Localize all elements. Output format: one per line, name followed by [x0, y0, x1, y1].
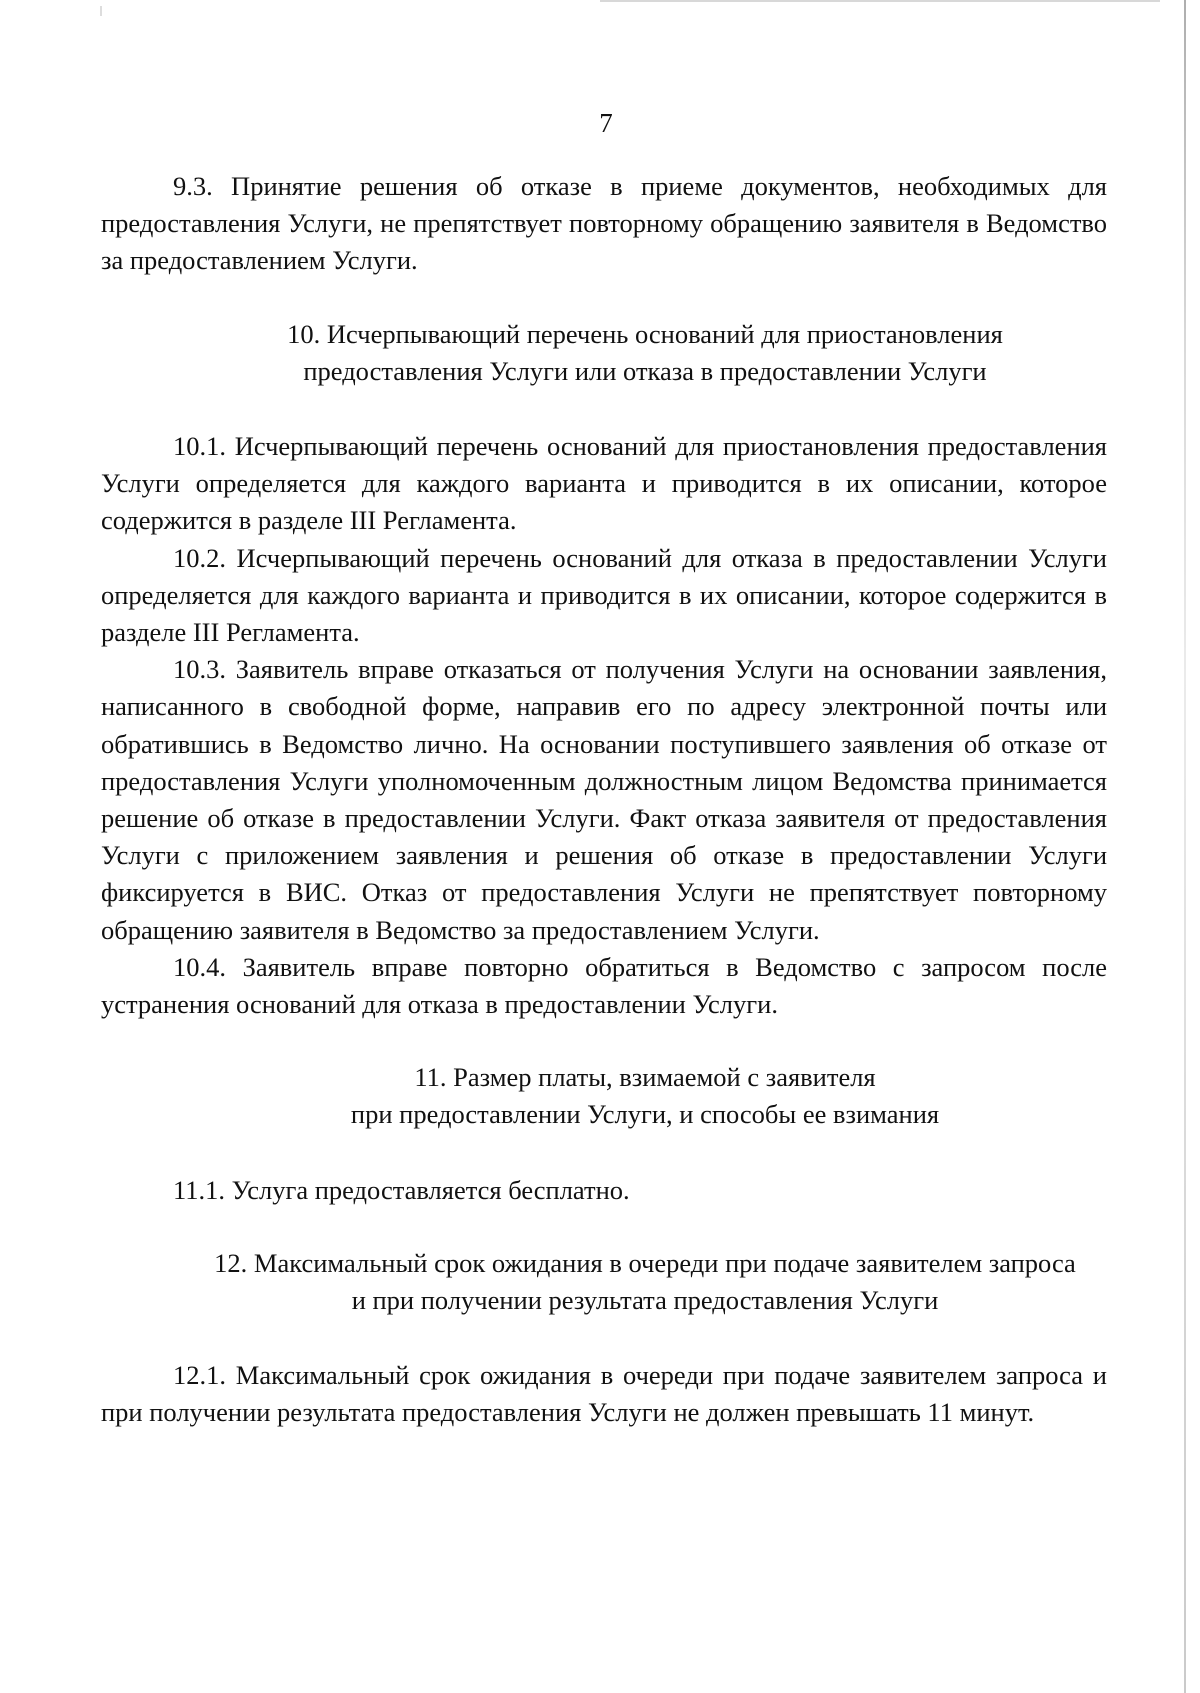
- paragraph-10-1: 10.1. Исчерпывающий перечень оснований для приостановления предоставления Услуги определяется для каждого варианта и приводится в их описании, которое содержится в разделе III Регламента.: [101, 431, 1107, 536]
- section-heading-11-line-1: 11. Размер платы, взимаемой с заявителя: [414, 1062, 876, 1093]
- section-heading-10-line-1: 10. Исчерпывающий перечень оснований для приостановления: [287, 318, 1003, 349]
- paragraph-10-3: 10.3. Заявитель вправе отказаться от получения Услуги на основании заявления, написанного в свободной форме, направив его по адресу электронной почты или обратившись в Ведомство лично. На основании поступившего заявления об отказе от предоставления Услуги уполномоченным должностным лицом Ведомства принимается решение об отказе в предоставлении Услуги. Факт отказа заявителя от предоставления Услуги с приложением заявления и решения об отказе в предоставлении Услуги фиксируется в ВИС. Отказ от предоставления Услуги не препятствует повторному обращению заявителя в Ведомство за предоставлением Услуги.: [101, 654, 1107, 945]
- paragraph-10-2: 10.2. Исчерпывающий перечень оснований для отказа в предоставлении Услуги определяется для каждого варианта и приводится в их описании, которое содержится в разделе III Регламента.: [101, 542, 1107, 648]
- paragraph-12-1: 12.1. Максимальный срок ожидания в очереди при подаче заявителем запроса и при получении результата предоставления Услуги не должен превышать 11 минут.: [101, 1360, 1107, 1428]
- scan-mark: [100, 6, 102, 16]
- section-heading-12-line-2: и при получении результата предоставления Услуги: [351, 1285, 939, 1316]
- paragraph-9-3: 9.3. Принятие решения об отказе в приеме документов, необходимых для предоставления Услуги, не препятствует повторному обращению заявителя в Ведомство за предоставлением Услуги.: [101, 171, 1107, 276]
- page-number: 7: [599, 108, 613, 138]
- section-heading-11-line-2: при предоставлении Услуги, и способы ее взимания: [350, 1099, 940, 1130]
- paragraph-10-4: 10.4. Заявитель вправе повторно обратиться в Ведомство с запросом после устранения оснований для отказа в предоставлении Услуги.: [101, 951, 1107, 1020]
- scan-edge-right: [1184, 0, 1186, 1693]
- document-body: [101, 168, 1107, 1432]
- scan-edge-top: [600, 0, 1160, 2]
- paragraph-11-1: 11.1. Услуга предоставляется бесплатно.: [173, 1174, 630, 1205]
- section-heading-10: [101, 316, 1107, 390]
- section-heading-12: [101, 1245, 1107, 1319]
- section-heading-12-line-1: 12. Максимальный срок ожидания в очереди при подаче заявителем запроса: [214, 1247, 1076, 1278]
- section-heading-10-line-2: предоставления Услуги или отказа в предоставлении Услуги: [303, 355, 987, 386]
- section-heading-11: [101, 1059, 1107, 1133]
